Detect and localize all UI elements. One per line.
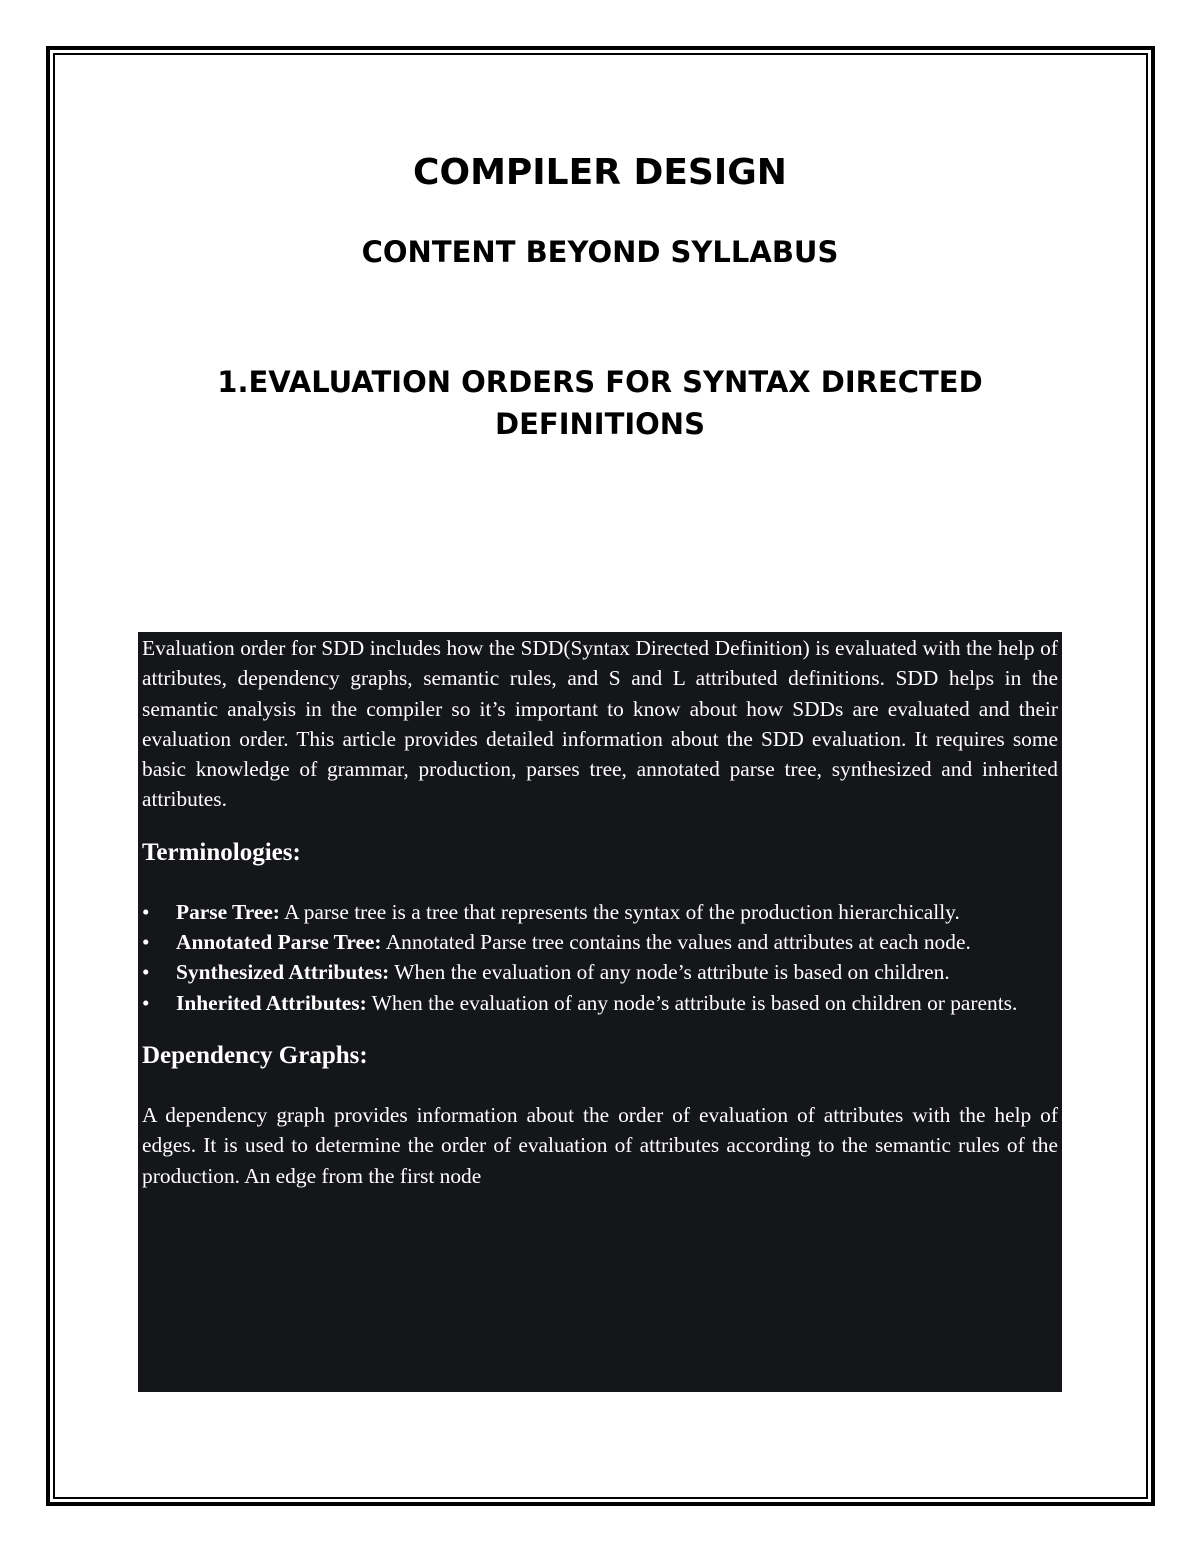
bullet-icon: • <box>142 990 150 1015</box>
terminologies-list <box>142 897 1058 1018</box>
intro-paragraph: Evaluation order for SDD includes how the SDD(Syntax Directed Definition) is evaluated with the help of attributes, dependency graphs, semantic rules, and S and L attributed definitions. SDD helps in the semantic analysis in the compiler so it’s important to know about how SDDs are evaluated and their evaluation order. This article provides detailed information about the SDD evaluation. It requires some basic knowledge of grammar, production, parses tree, annotated parse tree, synthesized and inherited attributes. <box>142 636 1058 812</box>
term-definition: When the evaluation of any node’s attribute is based on children or parents. <box>366 990 1018 1015</box>
list-item <box>142 957 1058 987</box>
term-name: Inherited Attributes: <box>176 990 367 1015</box>
content-block <box>138 632 1062 1392</box>
bullet-icon: • <box>142 960 150 985</box>
bullet-icon: • <box>142 930 150 955</box>
terminologies-heading: Terminologies: <box>142 838 301 866</box>
term-definition: When the evaluation of any node’s attribute is based on children. <box>389 960 950 985</box>
term-definition: A parse tree is a tree that represents the syntax of the production hierarchically. <box>279 899 960 924</box>
term-name: Annotated Parse Tree: <box>176 930 382 955</box>
section-title-line1: 1.EVALUATION ORDERS FOR SYNTAX DIRECTED <box>217 365 983 399</box>
dependency-graphs-heading: Dependency Graphs: <box>142 1041 368 1069</box>
term-name: Synthesized Attributes: <box>176 960 390 985</box>
list-item <box>142 927 1058 957</box>
term-definition: Annotated Parse tree contains the values and attributes at each node. <box>381 930 971 955</box>
section-title <box>0 361 1200 445</box>
document-subtitle: CONTENT BEYOND SYLLABUS <box>361 235 839 269</box>
list-item <box>142 897 1058 927</box>
section-title-line2: DEFINITIONS <box>495 407 705 441</box>
term-name: Parse Tree: <box>176 899 280 924</box>
list-item <box>142 988 1058 1018</box>
dependency-graphs-paragraph: A dependency graph provides information about the order of evaluation of attributes with the help of edges. It is used to determine the order of evaluation of attributes according to the semantic rules of the production. An edge from the first node <box>142 1102 1058 1188</box>
document-title: COMPILER DESIGN <box>413 152 787 193</box>
bullet-icon: • <box>142 899 150 924</box>
